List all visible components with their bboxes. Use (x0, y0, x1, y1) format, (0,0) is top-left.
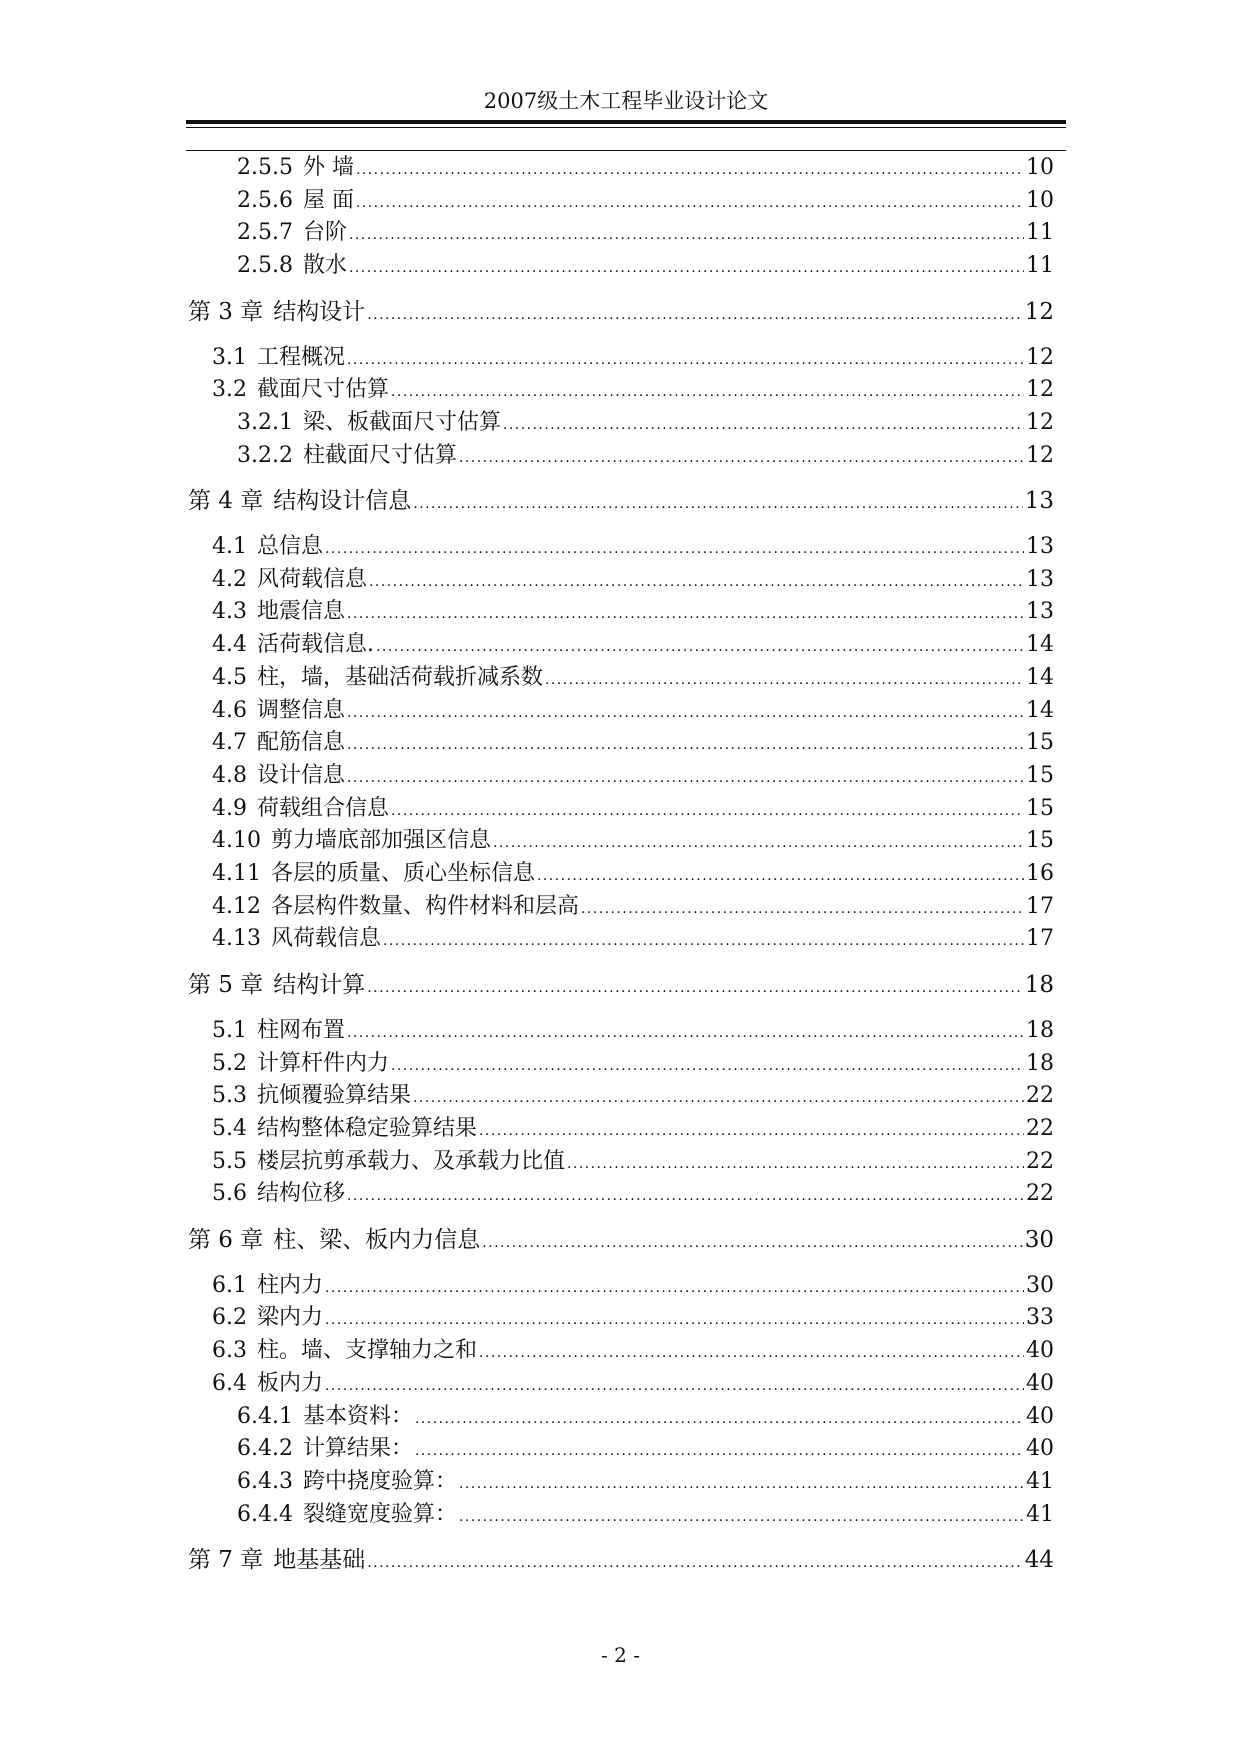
toc-top-rule (186, 150, 1066, 151)
toc-section-entry[interactable] (212, 727, 1054, 759)
toc-dot-leader (356, 185, 1024, 219)
toc-entry-title: 风荷载信息 (257, 566, 368, 592)
toc-dot-leader (349, 250, 1024, 284)
toc-dot-leader (347, 695, 1024, 729)
toc-entry-number: 第 7 章 (188, 1547, 264, 1574)
toc-entry-number: 2.5.7 (237, 220, 293, 246)
toc-entry-page: 14 (1026, 697, 1054, 723)
toc-entry-number: 4.6 (212, 697, 247, 723)
toc-entry-number: 3.2.2 (237, 442, 293, 468)
toc-entry-number: 4.4 (212, 632, 247, 658)
toc-dot-leader (459, 1499, 1024, 1533)
toc-entry-title: 设计信息 (257, 762, 346, 788)
toc-entry-page: 22 (1026, 1115, 1054, 1141)
toc-section-entry[interactable] (237, 217, 1054, 249)
toc-section-entry[interactable] (237, 1499, 1054, 1531)
toc-entry-number: 6.4.2 (237, 1436, 293, 1462)
toc-entry-page: 12 (1026, 442, 1054, 468)
toc-entry-number: 5.2 (212, 1050, 247, 1076)
toc-section-entry[interactable] (212, 858, 1054, 890)
toc-entry-title: 外 墙 (302, 155, 354, 180)
toc-entry-title: 工程概况 (257, 344, 346, 370)
toc-entry-number: 5.4 (212, 1115, 247, 1141)
toc-section-entry[interactable] (212, 1080, 1054, 1112)
toc-entry-title: 柱，墙，基础活荷载折减系数 (257, 664, 544, 690)
toc-entry-page: 30 (1024, 1227, 1054, 1253)
toc-entry-page: 10 (1026, 155, 1054, 180)
toc-entry-title: 结构整体稳定验算结果 (257, 1115, 478, 1141)
toc-entry-number: 5.1 (212, 1017, 247, 1043)
page-number: - 2 - (601, 1643, 640, 1667)
toc-entry-number: 4.13 (212, 926, 261, 952)
toc-entry-page: 41 (1026, 1468, 1054, 1494)
toc-entry-page: 10 (1026, 187, 1054, 213)
toc-entry-page: 15 (1026, 762, 1054, 788)
toc-entry-number: 6.4.3 (237, 1468, 293, 1494)
toc-dot-leader (493, 825, 1024, 859)
toc-dot-leader (356, 152, 1024, 186)
toc-entry-title: 各层构件数量、构件材料和层高 (270, 893, 579, 919)
toc-section-entry[interactable] (212, 342, 1054, 374)
toc-entry-number: 4.8 (212, 762, 247, 788)
toc-chapter-entry[interactable] (188, 1224, 1054, 1256)
toc-entry-number: 6.4.1 (237, 1403, 293, 1429)
toc-section-entry[interactable] (212, 1335, 1054, 1367)
toc-section-entry[interactable] (212, 793, 1054, 825)
toc-entry-title: 活荷载信息. (257, 632, 374, 658)
toc-entry-title: 计算杆件内力 (257, 1050, 390, 1076)
toc-entry-page: 12 (1026, 344, 1054, 370)
toc-entry-title: 屋 面 (302, 187, 354, 213)
toc-entry-title: 柱截面尺寸估算 (302, 442, 457, 468)
toc-chapter-entry[interactable] (188, 296, 1054, 328)
toc-entry-page: 11 (1026, 220, 1054, 246)
toc-entry-title: 基本资料： (302, 1403, 413, 1429)
toc-entry-number: 4.7 (212, 730, 247, 756)
toc-entry-number: 第 4 章 (188, 488, 264, 515)
toc-dot-leader (459, 440, 1024, 474)
toc-entry-number: 2.5.6 (237, 187, 293, 213)
header-rule-thick (186, 120, 1066, 124)
toc-entry-page: 12 (1024, 298, 1054, 325)
toc-entry-title: 裂缝宽度验算： (302, 1501, 457, 1527)
toc-section-entry[interactable] (237, 440, 1054, 472)
toc-entry-number: 4.9 (212, 795, 247, 821)
toc-section-entry[interactable] (212, 760, 1054, 792)
toc-section-entry[interactable] (212, 1146, 1054, 1178)
toc-entry-title: 柱网布置 (257, 1017, 346, 1043)
toc-entry-number: 4.5 (212, 664, 247, 690)
toc-section-entry[interactable] (212, 1270, 1054, 1302)
toc-dot-leader (325, 1368, 1024, 1402)
toc-entry-page: 15 (1026, 730, 1054, 756)
toc-entry-number: 6.2 (212, 1305, 247, 1331)
toc-dot-leader (376, 629, 1024, 663)
toc-section-entry[interactable] (212, 596, 1054, 628)
toc-entry-number: 4.2 (212, 566, 247, 592)
toc-entry-page: 15 (1026, 828, 1054, 854)
toc-entry-title: 计算结果： (302, 1436, 413, 1462)
toc-entry-page: 12 (1026, 377, 1054, 403)
toc-entry-title: 地基基础 (273, 1547, 366, 1574)
toc-entry-page: 40 (1026, 1436, 1054, 1462)
toc-entry-page: 13 (1026, 566, 1054, 592)
toc-entry-page: 22 (1026, 1181, 1054, 1207)
toc-entry-page: 22 (1026, 1083, 1054, 1109)
toc-dot-leader (347, 727, 1024, 761)
toc-entry-number: 6.3 (212, 1338, 247, 1364)
toc-entry-page: 11 (1026, 253, 1054, 279)
toc-dot-leader (537, 858, 1024, 892)
toc-entry-page: 40 (1026, 1403, 1054, 1429)
toc-entry-number: 第 3 章 (188, 298, 264, 325)
toc-dot-leader (391, 1048, 1024, 1082)
toc-dot-leader (391, 793, 1024, 827)
toc-entry-page: 33 (1026, 1305, 1054, 1331)
toc-entry-title: 柱内力 (257, 1272, 324, 1298)
toc-entry-title: 总信息 (257, 534, 324, 559)
toc-entry-title: 剪力墙底部加强区信息 (270, 828, 491, 854)
toc-entry-title: 配筋信息 (257, 730, 346, 756)
toc-entry-page: 14 (1026, 664, 1054, 690)
toc-section-entry[interactable] (237, 407, 1054, 439)
toc-entry-page: 16 (1026, 861, 1054, 886)
toc-entry-title: 调整信息 (257, 697, 346, 723)
toc-entry-number: 3.2 (212, 377, 247, 403)
toc-dot-leader (415, 1401, 1024, 1435)
toc-entry-number: 4.10 (212, 828, 261, 854)
toc-entry-number: 5.5 (212, 1148, 247, 1174)
toc-entry-number: 6.1 (212, 1272, 247, 1298)
toc-entry-page: 18 (1024, 972, 1054, 999)
toc-section-entry[interactable] (212, 1368, 1054, 1400)
toc-section-entry[interactable] (237, 250, 1054, 282)
toc-dot-leader (367, 296, 1022, 331)
toc-entry-title: 跨中挠度验算： (302, 1468, 457, 1494)
toc-section-entry[interactable] (212, 629, 1054, 661)
header-rule-thin (186, 127, 1066, 128)
toc-entry-page: 40 (1026, 1370, 1054, 1396)
toc-section-entry[interactable] (212, 891, 1054, 923)
toc-dot-leader (347, 596, 1024, 630)
toc-dot-leader (479, 1335, 1024, 1369)
toc-dot-leader (367, 1544, 1022, 1579)
toc-entry-number: 4.11 (212, 861, 261, 886)
toc-entry-page: 13 (1024, 488, 1054, 515)
toc-dot-leader (347, 1178, 1024, 1212)
toc-dot-leader (325, 1302, 1024, 1336)
toc-section-entry[interactable] (212, 1178, 1054, 1210)
toc-dot-leader (479, 1113, 1024, 1147)
toc-entry-number: 2.5.5 (237, 155, 293, 180)
toc-entry-number: 4.3 (212, 599, 247, 625)
toc-section-entry[interactable] (212, 923, 1054, 955)
toc-entry-page: 13 (1026, 599, 1054, 625)
toc-entry-title: 抗倾覆验算结果 (257, 1083, 412, 1109)
toc-section-entry[interactable] (212, 374, 1054, 406)
toc-entry-page: 30 (1026, 1272, 1054, 1298)
toc-section-entry[interactable] (237, 1433, 1054, 1465)
toc-section-entry[interactable] (212, 1048, 1054, 1080)
toc-entry-number: 5.6 (212, 1181, 247, 1207)
toc-section-entry[interactable] (237, 1466, 1054, 1498)
toc-entry-number: 5.3 (212, 1083, 247, 1109)
toc-chapter-entry[interactable] (188, 969, 1054, 1001)
toc-entry-title: 风荷载信息 (270, 926, 381, 952)
toc-dot-leader (415, 1433, 1024, 1467)
toc-entry-page: 14 (1026, 632, 1054, 658)
toc-chapter-entry[interactable] (188, 1544, 1054, 1576)
toc-dot-leader (367, 969, 1022, 1004)
toc-entry-number: 3.1 (212, 344, 247, 370)
toc-dot-leader (413, 1080, 1024, 1114)
toc-dot-leader (545, 662, 1024, 696)
toc-section-entry[interactable] (237, 1401, 1054, 1433)
toc-entry-page: 15 (1026, 795, 1054, 821)
toc-entry-number: 第 6 章 (188, 1227, 264, 1253)
toc-entry-title: 散水 (302, 253, 347, 279)
toc-dot-leader (325, 531, 1024, 565)
toc-dot-leader (567, 1146, 1024, 1180)
toc-chapter-entry[interactable] (188, 485, 1054, 517)
toc-section-entry[interactable] (212, 1302, 1054, 1334)
toc-entry-title: 柱。墙、支撑轴力之和 (257, 1338, 478, 1364)
toc-entry-page: 40 (1026, 1338, 1054, 1364)
toc-section-entry[interactable] (212, 825, 1054, 857)
toc-entry-title: 板内力 (257, 1370, 324, 1396)
toc-entry-title: 楼层抗剪承载力、及承载力比值 (257, 1148, 566, 1174)
toc-entry-title: 各层的质量、质心坐标信息 (270, 861, 535, 886)
toc-entry-title: 结构计算 (273, 972, 366, 999)
toc-section-entry[interactable] (212, 695, 1054, 727)
toc-entry-page: 17 (1026, 893, 1054, 919)
toc-dot-leader (503, 407, 1024, 441)
toc-entry-number: 2.5.8 (237, 253, 293, 279)
toc-entry-title: 结构设计 (273, 298, 366, 325)
toc-entry-page: 18 (1026, 1017, 1054, 1043)
toc-dot-leader (581, 891, 1024, 925)
toc-entry-title: 地震信息 (257, 599, 346, 625)
running-header: 2007级土木工程毕业设计论文 (483, 89, 769, 113)
toc-entry-page: 18 (1026, 1050, 1054, 1076)
toc-section-entry[interactable] (237, 152, 1054, 184)
toc-entry-number: 第 5 章 (188, 972, 264, 999)
toc-section-entry[interactable] (237, 185, 1054, 217)
toc-entry-page: 22 (1026, 1148, 1054, 1174)
toc-entry-title: 荷载组合信息 (257, 795, 390, 821)
toc-dot-leader (347, 342, 1024, 376)
toc-entry-title: 台阶 (302, 220, 347, 246)
toc-dot-leader (391, 374, 1024, 408)
toc-dot-leader (383, 923, 1024, 957)
toc-section-entry[interactable] (212, 1113, 1054, 1145)
toc-entry-title: 截面尺寸估算 (257, 377, 390, 403)
toc-dot-leader (347, 1015, 1024, 1049)
toc-entry-title: 梁、板截面尺寸估算 (302, 409, 501, 435)
toc-entry-title: 结构位移 (257, 1181, 346, 1207)
toc-entry-page: 17 (1026, 926, 1054, 952)
toc-dot-leader (459, 1466, 1024, 1500)
toc-dot-leader (482, 1224, 1022, 1259)
toc-entry-page: 44 (1024, 1547, 1054, 1574)
toc-entry-title: 梁内力 (257, 1305, 324, 1331)
toc-entry-page: 13 (1026, 534, 1054, 559)
toc-dot-leader (325, 1270, 1024, 1304)
toc-section-entry[interactable] (212, 564, 1054, 596)
toc-entry-number: 6.4.4 (237, 1501, 293, 1527)
toc-dot-leader (349, 217, 1024, 251)
toc-dot-leader (369, 564, 1024, 598)
toc-entry-page: 41 (1026, 1501, 1054, 1527)
toc-section-entry[interactable] (212, 1015, 1054, 1047)
toc-entry-number: 4.12 (212, 893, 261, 919)
toc-entry-number: 4.1 (212, 534, 247, 559)
toc-entry-title: 柱、梁、板内力信息 (273, 1227, 481, 1253)
toc-entry-number: 3.2.1 (237, 409, 293, 435)
toc-section-entry[interactable] (212, 531, 1054, 563)
toc-dot-leader (347, 760, 1024, 794)
toc-section-entry[interactable] (212, 662, 1054, 694)
toc-dot-leader (413, 485, 1022, 520)
toc-entry-title: 结构设计信息 (273, 488, 412, 515)
toc-entry-number: 6.4 (212, 1370, 247, 1396)
toc-entry-page: 12 (1026, 409, 1054, 435)
